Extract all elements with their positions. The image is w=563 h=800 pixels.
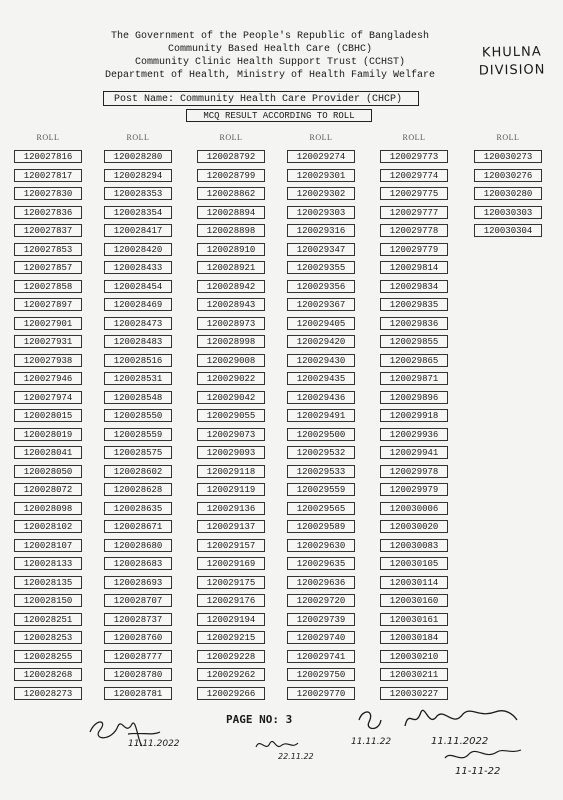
roll-cell: 120028737 (104, 613, 172, 626)
roll-cell: 120028910 (197, 243, 265, 256)
header-cbhc: Community Based Health Care (CBHC) (167, 44, 373, 55)
roll-cell: 120028602 (104, 465, 172, 478)
roll-cell: 120029559 (287, 483, 355, 496)
roll-cell: 120030276 (474, 169, 542, 182)
signature-date: 22.11.22 (278, 752, 314, 761)
signature-right (345, 700, 550, 780)
roll-column-1 (14, 132, 82, 700)
roll-cell: 120028454 (104, 280, 172, 293)
roll-cell: 120028102 (14, 520, 82, 533)
roll-cell: 120029175 (197, 576, 265, 589)
roll-cell: 120029770 (287, 687, 355, 700)
roll-cell: 120029302 (287, 187, 355, 200)
roll-cell: 120028898 (197, 224, 265, 237)
roll-cell: 120029741 (287, 650, 355, 663)
roll-cell: 120028469 (104, 298, 172, 311)
roll-cell: 120029775 (380, 187, 448, 200)
roll-cell: 120028550 (104, 409, 172, 422)
roll-cell: 120029855 (380, 335, 448, 348)
header-government: The Government of the People's Republic of Bangladesh (110, 31, 430, 42)
roll-cell: 120027931 (14, 335, 82, 348)
roll-cell: 120028575 (104, 446, 172, 459)
roll-cell: 120028516 (104, 354, 172, 367)
roll-cell: 120029778 (380, 224, 448, 237)
roll-cell: 120030227 (380, 687, 448, 700)
roll-cell: 120028792 (197, 150, 265, 163)
roll-cell: 120029435 (287, 372, 355, 385)
signature-date: 11-11-22 (455, 766, 501, 777)
roll-cell: 120029979 (380, 483, 448, 496)
column-header: ROLL (219, 133, 243, 142)
roll-cell: 120030114 (380, 576, 448, 589)
roll-cell: 120027816 (14, 150, 82, 163)
signature-left (82, 712, 192, 752)
roll-cell: 120029228 (197, 650, 265, 663)
roll-cell: 120028255 (14, 650, 82, 663)
roll-cell: 120029500 (287, 428, 355, 441)
roll-cell: 120028781 (104, 687, 172, 700)
roll-cell: 120029303 (287, 206, 355, 219)
roll-cell: 120028420 (104, 243, 172, 256)
column-header: ROLL (309, 133, 333, 142)
roll-cell: 120029008 (197, 354, 265, 367)
roll-cell: 120027836 (14, 206, 82, 219)
roll-cell: 120029978 (380, 465, 448, 478)
roll-cell: 120029814 (380, 261, 448, 274)
roll-cell: 120028133 (14, 557, 82, 570)
roll-cell: 120029176 (197, 594, 265, 607)
roll-column-5 (380, 132, 448, 700)
signature-date: 11.11.22 (351, 737, 392, 747)
roll-list (380, 150, 448, 700)
roll-cell: 120030161 (380, 613, 448, 626)
roll-cell: 120029635 (287, 557, 355, 570)
roll-cell: 120029871 (380, 372, 448, 385)
roll-cell: 120028483 (104, 335, 172, 348)
roll-cell: 120030184 (380, 631, 448, 644)
roll-cell: 120029918 (380, 409, 448, 422)
roll-cell: 120028041 (14, 446, 82, 459)
roll-cell: 120028973 (197, 317, 265, 330)
roll-cell: 120029865 (380, 354, 448, 367)
roll-cell: 120029073 (197, 428, 265, 441)
roll-cell: 120028671 (104, 520, 172, 533)
roll-cell: 120029565 (287, 502, 355, 515)
roll-cell: 120027897 (14, 298, 82, 311)
roll-cell: 120029491 (287, 409, 355, 422)
roll-cell: 120028548 (104, 391, 172, 404)
roll-list (474, 150, 542, 237)
roll-cell: 120029630 (287, 539, 355, 552)
header-department: Department of Health, Ministry of Health Family Welfare (104, 70, 436, 81)
roll-cell: 120027901 (14, 317, 82, 330)
roll-cell: 120029118 (197, 465, 265, 478)
roll-cell: 120028280 (104, 150, 172, 163)
header-cchst: Community Clinic Health Support Trust (CCHST) (134, 57, 406, 68)
roll-cell: 120028273 (14, 687, 82, 700)
roll-cell: 120029093 (197, 446, 265, 459)
roll-cell: 120029022 (197, 372, 265, 385)
roll-cell: 120030210 (380, 650, 448, 663)
roll-cell: 120028268 (14, 668, 82, 681)
roll-cell: 120030280 (474, 187, 542, 200)
roll-column-4 (287, 132, 355, 700)
division-label (472, 43, 553, 80)
roll-cell: 120028433 (104, 261, 172, 274)
roll-list (104, 150, 172, 700)
roll-cell: 120028777 (104, 650, 172, 663)
roll-cell: 120030304 (474, 224, 542, 237)
roll-cell: 120029055 (197, 409, 265, 422)
roll-cell: 120029941 (380, 446, 448, 459)
roll-cell: 120029137 (197, 520, 265, 533)
roll-cell: 120028417 (104, 224, 172, 237)
roll-cell: 120029169 (197, 557, 265, 570)
roll-cell: 120027938 (14, 354, 82, 367)
roll-cell: 120028894 (197, 206, 265, 219)
roll-cell: 120029774 (380, 169, 448, 182)
roll-cell: 120030211 (380, 668, 448, 681)
roll-cell: 120028998 (197, 335, 265, 348)
roll-cell: 120029356 (287, 280, 355, 293)
division-name: KHULNA (481, 44, 542, 61)
roll-cell: 120030303 (474, 206, 542, 219)
roll-cell: 120030083 (380, 539, 448, 552)
roll-column-2 (104, 132, 172, 700)
roll-list (287, 150, 355, 700)
roll-cell: 120029834 (380, 280, 448, 293)
roll-cell: 120027974 (14, 391, 82, 404)
document-header (80, 30, 460, 82)
roll-cell: 120028707 (104, 594, 172, 607)
roll-cell: 120028862 (197, 187, 265, 200)
roll-cell: 120029532 (287, 446, 355, 459)
column-header: ROLL (36, 133, 60, 142)
roll-cell: 120030273 (474, 150, 542, 163)
roll-cell: 120029355 (287, 261, 355, 274)
roll-cell: 120027837 (14, 224, 82, 237)
roll-cell: 120028107 (14, 539, 82, 552)
roll-cell: 120029720 (287, 594, 355, 607)
column-header: ROLL (126, 133, 150, 142)
roll-cell: 120028015 (14, 409, 82, 422)
roll-cell: 120028473 (104, 317, 172, 330)
roll-cell: 120028943 (197, 298, 265, 311)
roll-cell: 120028635 (104, 502, 172, 515)
roll-cell: 120029367 (287, 298, 355, 311)
roll-cell: 120029835 (380, 298, 448, 311)
roll-cell: 120028942 (197, 280, 265, 293)
roll-cell: 120028253 (14, 631, 82, 644)
roll-cell: 120030160 (380, 594, 448, 607)
roll-cell: 120029420 (287, 335, 355, 348)
roll-cell: 120028760 (104, 631, 172, 644)
roll-cell: 120029301 (287, 169, 355, 182)
roll-cell: 120029836 (380, 317, 448, 330)
roll-cell: 120027830 (14, 187, 82, 200)
roll-cell: 120029136 (197, 502, 265, 515)
roll-cell: 120029215 (197, 631, 265, 644)
signature-date: 11.11.2022 (431, 736, 489, 747)
roll-cell: 120029896 (380, 391, 448, 404)
roll-cell: 120028050 (14, 465, 82, 478)
roll-cell: 120029739 (287, 613, 355, 626)
roll-cell: 120027853 (14, 243, 82, 256)
roll-cell: 120029262 (197, 668, 265, 681)
roll-cell: 120029589 (287, 520, 355, 533)
roll-cell: 120028628 (104, 483, 172, 496)
roll-cell: 120030006 (380, 502, 448, 515)
signature-middle (252, 735, 342, 765)
roll-cell: 120028072 (14, 483, 82, 496)
roll-cell: 120028251 (14, 613, 82, 626)
column-header: ROLL (402, 133, 426, 142)
roll-cell: 120028559 (104, 428, 172, 441)
roll-cell: 120028354 (104, 206, 172, 219)
roll-cell: 120028799 (197, 169, 265, 182)
roll-cell: 120029636 (287, 576, 355, 589)
division-word: DIVISION (478, 62, 546, 79)
roll-cell: 120029740 (287, 631, 355, 644)
roll-cell: 120027857 (14, 261, 82, 274)
roll-cell: 120029274 (287, 150, 355, 163)
roll-list (14, 150, 82, 700)
roll-column-6 (474, 132, 542, 237)
roll-cell: 120028294 (104, 169, 172, 182)
roll-cell: 120029194 (197, 613, 265, 626)
post-name-box: Post Name: Community Health Care Provider (CHCP) (103, 91, 419, 106)
roll-cell: 120028353 (104, 187, 172, 200)
roll-cell: 120028680 (104, 539, 172, 552)
roll-cell: 120027817 (14, 169, 82, 182)
roll-cell: 120030020 (380, 520, 448, 533)
roll-cell: 120029777 (380, 206, 448, 219)
roll-cell: 120029436 (287, 391, 355, 404)
roll-cell: 120028780 (104, 668, 172, 681)
roll-cell: 120029750 (287, 668, 355, 681)
signature-date: 11.11.2022 (128, 739, 180, 749)
roll-cell: 120028531 (104, 372, 172, 385)
roll-cell: 120028019 (14, 428, 82, 441)
roll-cell: 120028921 (197, 261, 265, 274)
roll-cell: 120029042 (197, 391, 265, 404)
roll-cell: 120028683 (104, 557, 172, 570)
roll-cell: 120028150 (14, 594, 82, 607)
roll-cell: 120027946 (14, 372, 82, 385)
roll-list (197, 150, 265, 700)
roll-cell: 120029266 (197, 687, 265, 700)
roll-cell: 120029119 (197, 483, 265, 496)
roll-cell: 120029347 (287, 243, 355, 256)
roll-cell: 120028098 (14, 502, 82, 515)
result-title: MCQ RESULT ACCORDING TO ROLL (186, 109, 372, 122)
roll-column-3 (197, 132, 265, 700)
roll-cell: 120029316 (287, 224, 355, 237)
roll-cell: 120029430 (287, 354, 355, 367)
roll-cell: 120028693 (104, 576, 172, 589)
roll-cell: 120030105 (380, 557, 448, 570)
roll-cell: 120029533 (287, 465, 355, 478)
roll-cell: 120029773 (380, 150, 448, 163)
page-number: PAGE NO: 3 (226, 713, 293, 726)
roll-cell: 120029936 (380, 428, 448, 441)
roll-cell: 120027858 (14, 280, 82, 293)
column-header: ROLL (496, 133, 520, 142)
roll-cell: 120029157 (197, 539, 265, 552)
roll-cell: 120029405 (287, 317, 355, 330)
roll-cell: 120029779 (380, 243, 448, 256)
roll-cell: 120028135 (14, 576, 82, 589)
